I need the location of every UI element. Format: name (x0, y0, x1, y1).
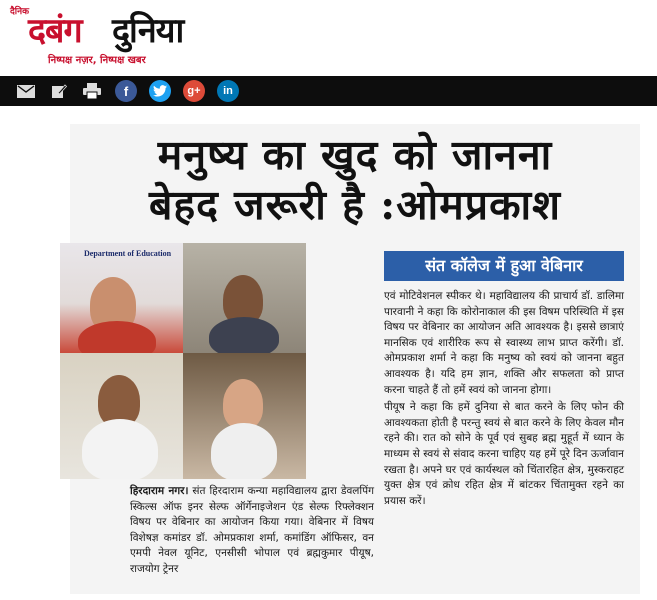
paragraph: संत हिरदाराम कन्या महाविद्यालय द्वारा डेवलपिंग स्किल्स ऑफ इनर सेल्फ ऑर्गेनाइजेशन एंड सेल्फ रिफ्लेक्शन विषय पर वेबिनार का आयोजन किया गया। वेबिनार में विषय विशेषज्ञ कमांडर डॉ. ओमप्रकाश शर्मा, कमांडिंग ऑफिसर, वन एमपी नेवल यूनिट, एनसीसी भोपाल एवं ब्रह्मकुमार पीयूष, राजयोग ट्रेनर (130, 485, 374, 575)
logo-tagline: निष्पक्ष नज़र, निष्पक्ष खबर (48, 55, 146, 66)
person-figure (82, 419, 158, 479)
logo-small-word: दैनिक (10, 7, 30, 17)
mail-icon[interactable] (16, 81, 36, 101)
masthead (0, 0, 657, 76)
linkedin-icon[interactable]: in (217, 80, 239, 102)
paragraph: पीयूष ने कहा कि हमें दुनिया से बात करने के लिए फोन की आवश्यकता होती है परन्तु स्वयं से बात करने के लिए केवल मौन रहने की। रात को सोने के पूर्व एवं सुबह ब्रह्म मुहूर्त में ध्यान के माध्यम से स्वयं से संवाद करना चाहिए यह हमें पूरे दिन ऊर्जावान रखता है। अपने घर एवं कार्यस्थल को चिंतारहित क्षेत्र, मुस्कराहट युक्त क्षेत्र एवं क्रोध रहित क्षेत्र में बांटकर चिंतामुक्त रहने का प्रयास करें। (384, 401, 624, 507)
paragraph: एवं मोटिवेशनल स्पीकर थे। महाविद्यालय की प्राचार्य डॉ. डालिमा पारवानी ने कहा कि कोरोनाकाल की इस विषम परिस्थिति में इस विषय पर वेबिनार का आयोजन अति आवश्यक है। इससे छात्राएं मानसिक एवं शारीरिक रूप से स्वास्थ्य लाभ प्राप्त करेंगी। डॉ. ओमप्रकाश शर्मा ने कहा कि मनुष्य को स्वयं को जानना बहुत आवश्यक है। यदि हम ज्ञान, शक्ति और सफलता को प्राप्त करना चाहते हैं तो हमें स्वयं को जानना होगा। (384, 290, 624, 396)
person-figure (209, 317, 279, 353)
person-figure (211, 423, 277, 479)
print-icon[interactable] (82, 81, 102, 101)
headline-line-2: बेहद जरूरी है :ओमप्रकाश (148, 181, 562, 229)
photo-tile-officer (60, 353, 183, 479)
article-dateline: हिरदाराम नगर। (130, 485, 189, 497)
site-logo[interactable] (10, 6, 250, 70)
logo-brand-part1: दबंग (28, 11, 82, 51)
photo-tile-guest (183, 353, 306, 479)
google-plus-icon[interactable]: g+ (183, 80, 205, 102)
share-toolbar (0, 76, 657, 106)
person-figure (78, 321, 156, 353)
person-figure (223, 379, 263, 429)
article-subheading: संत कॉलेज में हुआ वेबिनार (384, 251, 624, 281)
photo-tile-speaker (183, 243, 306, 353)
headline-line-1: मनुष्य का खुद को जानना (157, 131, 553, 179)
twitter-icon[interactable] (149, 80, 171, 102)
article-headline (70, 130, 640, 230)
logo-brand-part2: दुनिया (112, 11, 184, 51)
photo-tile-host (60, 243, 183, 353)
edit-icon[interactable] (49, 81, 69, 101)
facebook-icon[interactable]: f (115, 80, 137, 102)
article-body-right (384, 289, 624, 511)
article-body-left (130, 484, 374, 578)
photo-caption-dept: Department of Education (84, 249, 172, 258)
webinar-photo (60, 243, 306, 479)
